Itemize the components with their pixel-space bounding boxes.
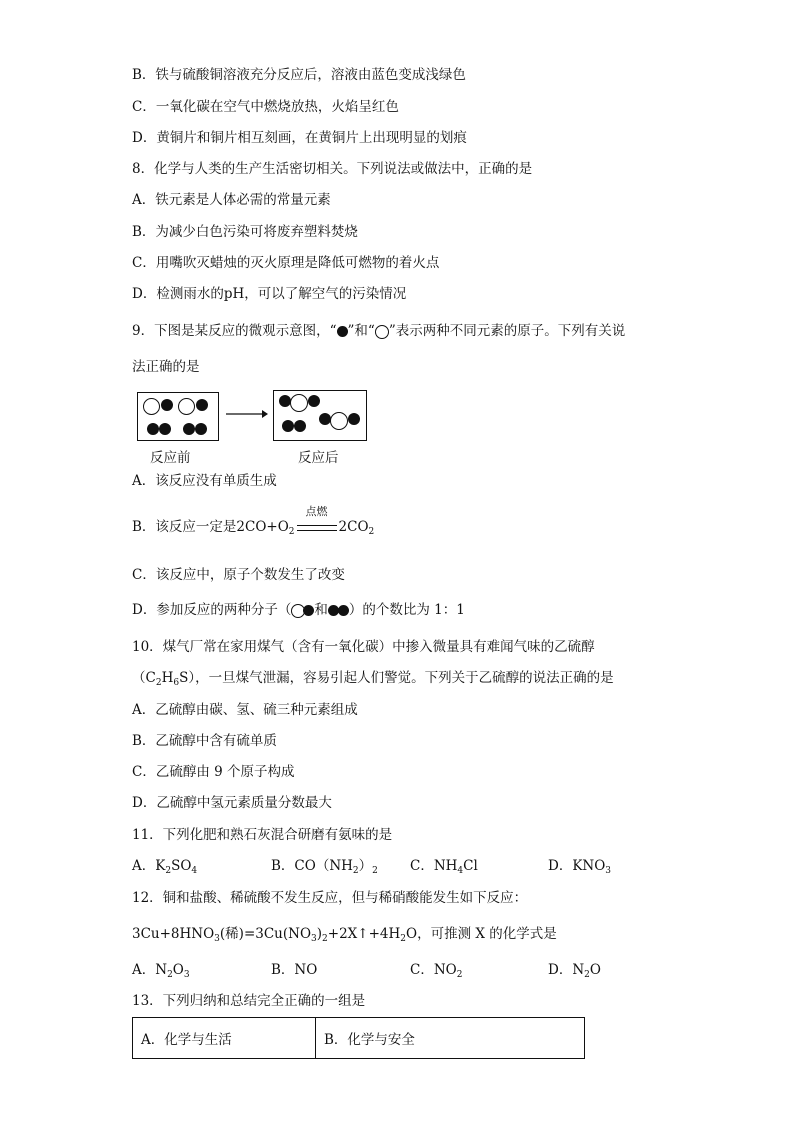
black-atom [195,423,207,435]
q11-option-c: C．$NH_4Cl$ [410,858,478,876]
q11-option-a: A．$K_2SO_4$ [132,858,198,876]
q10-option-c: C．乙硫醇由 9 个原子构成 [132,764,295,780]
q8-option-d: D．检测雨水的pH，可以了解空气的污染情况 [132,286,407,302]
q9-stem-line2: 法正确的是 [132,359,200,375]
q7-option-c: C．一氧化碳在空气中燃烧放热，火焰呈红色 [132,99,399,115]
black-atom-icon [337,326,348,337]
q9-option-d: D．参加反应的两种分子（ 和 ）的个数比为 1：1 [132,602,465,618]
q12-option-b: B．NO [271,962,318,978]
q12-stem: 12．铜和盐酸、稀硫酸不发生反应，但与稀硝酸能发生如下反应： [132,890,528,906]
reaction-arrow-icon [226,408,268,420]
after-reaction-label: 反应后 [298,450,339,466]
reaction-condition: 点燃 [295,518,339,536]
black-atom [159,423,171,435]
white-atom [330,412,348,430]
black-atom [282,420,294,432]
before-reaction-label: 反应前 [150,450,191,466]
q10-stem-line1: 10．煤气厂常在家用煤气（含有一氧化碳）中掺入微量具有难闻气味的乙硫醇 [132,639,595,655]
black-atom [308,395,320,407]
table-cell-b: B．化学与安全 [316,1018,585,1059]
q8-stem: 8．化学与人类的生产生活密切相关。下列说法或做法中，正确的是 [132,161,533,177]
black-atom [161,399,173,411]
q12-equation: $3Cu+8HNO_3$(稀)$=3Cu(NO_3)_2+2X↑+4H_2O$，可推测 X 的化学式是 [132,926,557,944]
white-atom-icon [375,325,389,339]
q10-stem-line2: $(C_2H_6S)$，一旦煤气泄漏，容易引起人们警觉。下列关于乙硫醇的说法正确的是 [132,670,614,688]
black-atom-icon [338,605,349,616]
q7-option-b: B．铁与硫酸铜溶液充分反应后，溶液由蓝色变成浅绿色 [132,67,466,83]
q7-option-d: D．黄铜片和铜片相互刻画，在黄铜片上出现明显的划痕 [132,130,467,146]
white-atom [143,398,160,415]
q10-option-d: D．乙硫醇中氢元素质量分数最大 [132,795,332,811]
after-reaction-box [273,390,367,441]
table-cell-a: A．化学与生活 [133,1018,316,1059]
black-atom [183,423,195,435]
q10-option-a: A．乙硫醇由碳、氢、硫三种元素组成 [132,702,358,718]
black-atom [196,399,208,411]
black-atom [348,413,360,425]
q9-option-a: A．该反应没有单质生成 [132,473,277,489]
q12-option-a: A．$N_2O_3$ [132,962,190,980]
q8-option-b: B．为减少白色污染可将废弃塑料焚烧 [132,224,358,240]
q11-option-b: B．$CO(NH_2)_2$ [271,858,378,876]
q12-option-c: C．$NO_2$ [410,962,463,980]
q9-option-c: C．该反应中，原子个数发生了改变 [132,567,345,583]
black-atom [294,420,306,432]
q8-option-c: C．用嘴吹灭蜡烛的灭火原理是降低可燃物的着火点 [132,255,440,271]
q9-option-b: B．该反应一定是$2CO+O_2$ 点燃 $2CO_2$ [132,505,375,537]
q8-option-a: A．铁元素是人体必需的常量元素 [132,192,331,208]
q13-table [132,1017,585,1059]
table-row [133,1018,585,1059]
black-atom [147,423,159,435]
before-reaction-box [137,392,219,441]
white-atom [290,394,308,412]
white-atom [178,398,195,415]
q12-option-d: D．$N_2O$ [548,962,601,980]
q10-option-b: B．乙硫醇中含有硫单质 [132,733,277,749]
q11-stem: 11．下列化肥和熟石灰混合研磨有氨味的是 [132,827,393,843]
q9-stem: 9．下图是某反应的微观示意图，“ ”和“ ”表示两种不同元素的原子。下列有关说 [132,323,626,339]
q11-option-d: D．$KNO_3$ [548,858,612,876]
black-atom-icon [303,605,314,616]
q13-stem: 13．下列归纳和总结完全正确的一组是 [132,993,366,1009]
